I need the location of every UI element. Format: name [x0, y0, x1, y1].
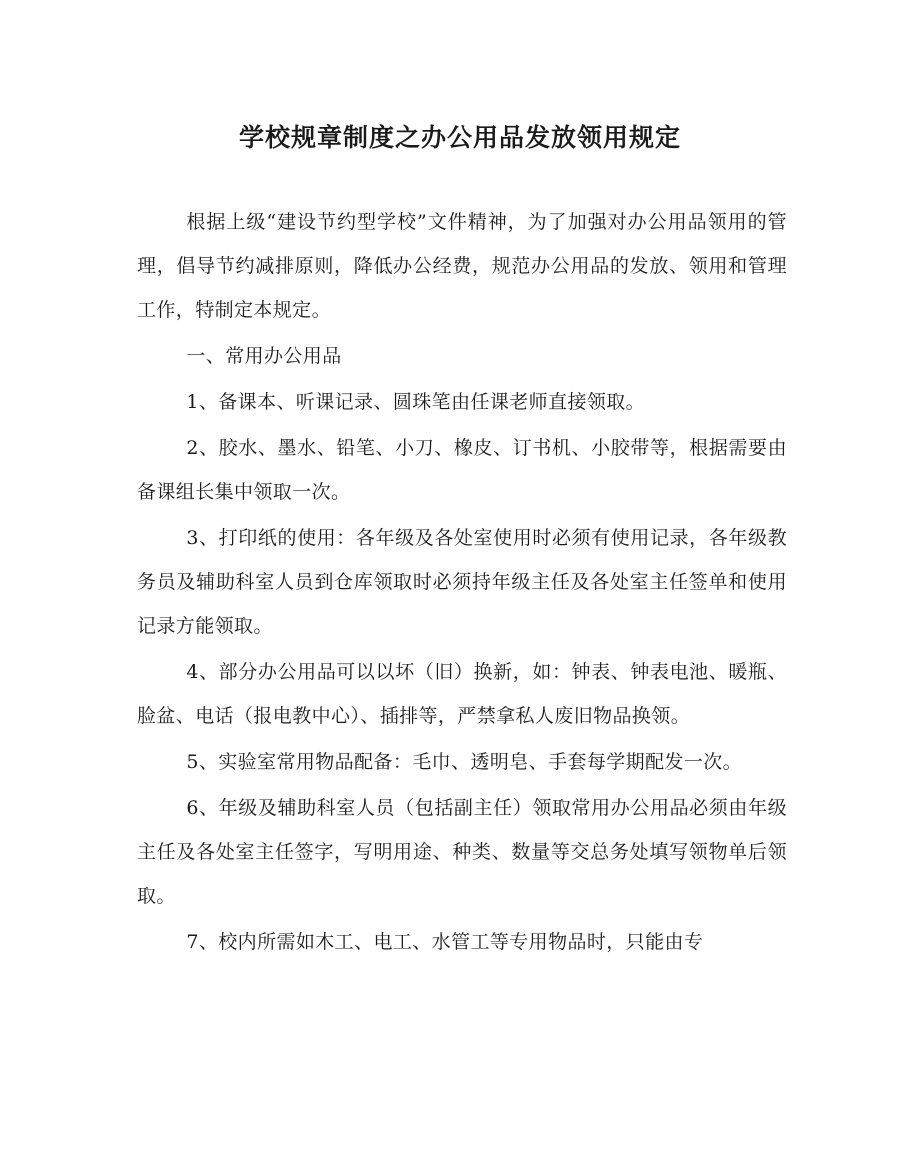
rule-item-2: 2、胶水、墨水、铅笔、小刀、橡皮、订书机、小胶带等，根据需要由备课组长集中领取一次。: [137, 437, 787, 503]
rule-item-5: 5、实验室常用物品配备：毛巾、透明皂、手套每学期配发一次。: [186, 751, 743, 773]
section-heading-common-supplies: 一、常用办公用品: [186, 345, 342, 367]
rule-item-3: 3、打印纸的使用：各年级及各处室使用时必须有使用记录，各年级教务员及辅助科室人员到仓库领取时必须持年级主任及各处室主任签单和使用记录方能领取。: [137, 527, 787, 637]
document-title: 学校规章制度之办公用品发放领用规定: [238, 123, 681, 152]
rule-item-4: 4、部分办公用品可以以坏（旧）换新，如：钟表、钟表电池、暖瓶、脸盆、电话（报电教中心）、插排等，严禁拿私人废旧物品换领。: [137, 661, 787, 727]
paragraph-intro: 根据上级“建设节约型学校”文件精神，为了加强对办公用品领用的管理，倡导节约减排原则，降低办公经费，规范办公用品的发放、领用和管理工作，特制定本规定。: [137, 211, 787, 321]
rule-item-7: 7、校内所需如木工、电工、水管工等专用物品时，只能由专: [186, 931, 704, 953]
rule-item-6: 6、年级及辅助科室人员（包括副主任）领取常用办公用品必须由年级主任及各处室主任签字，写明用途、种类、数量等交总务处填写领物单后领取。: [137, 797, 787, 907]
document-body: [137, 200, 787, 966]
rule-item-1: 1、备课本、听课记录、圆珠笔由任课老师直接领取。: [186, 391, 646, 413]
